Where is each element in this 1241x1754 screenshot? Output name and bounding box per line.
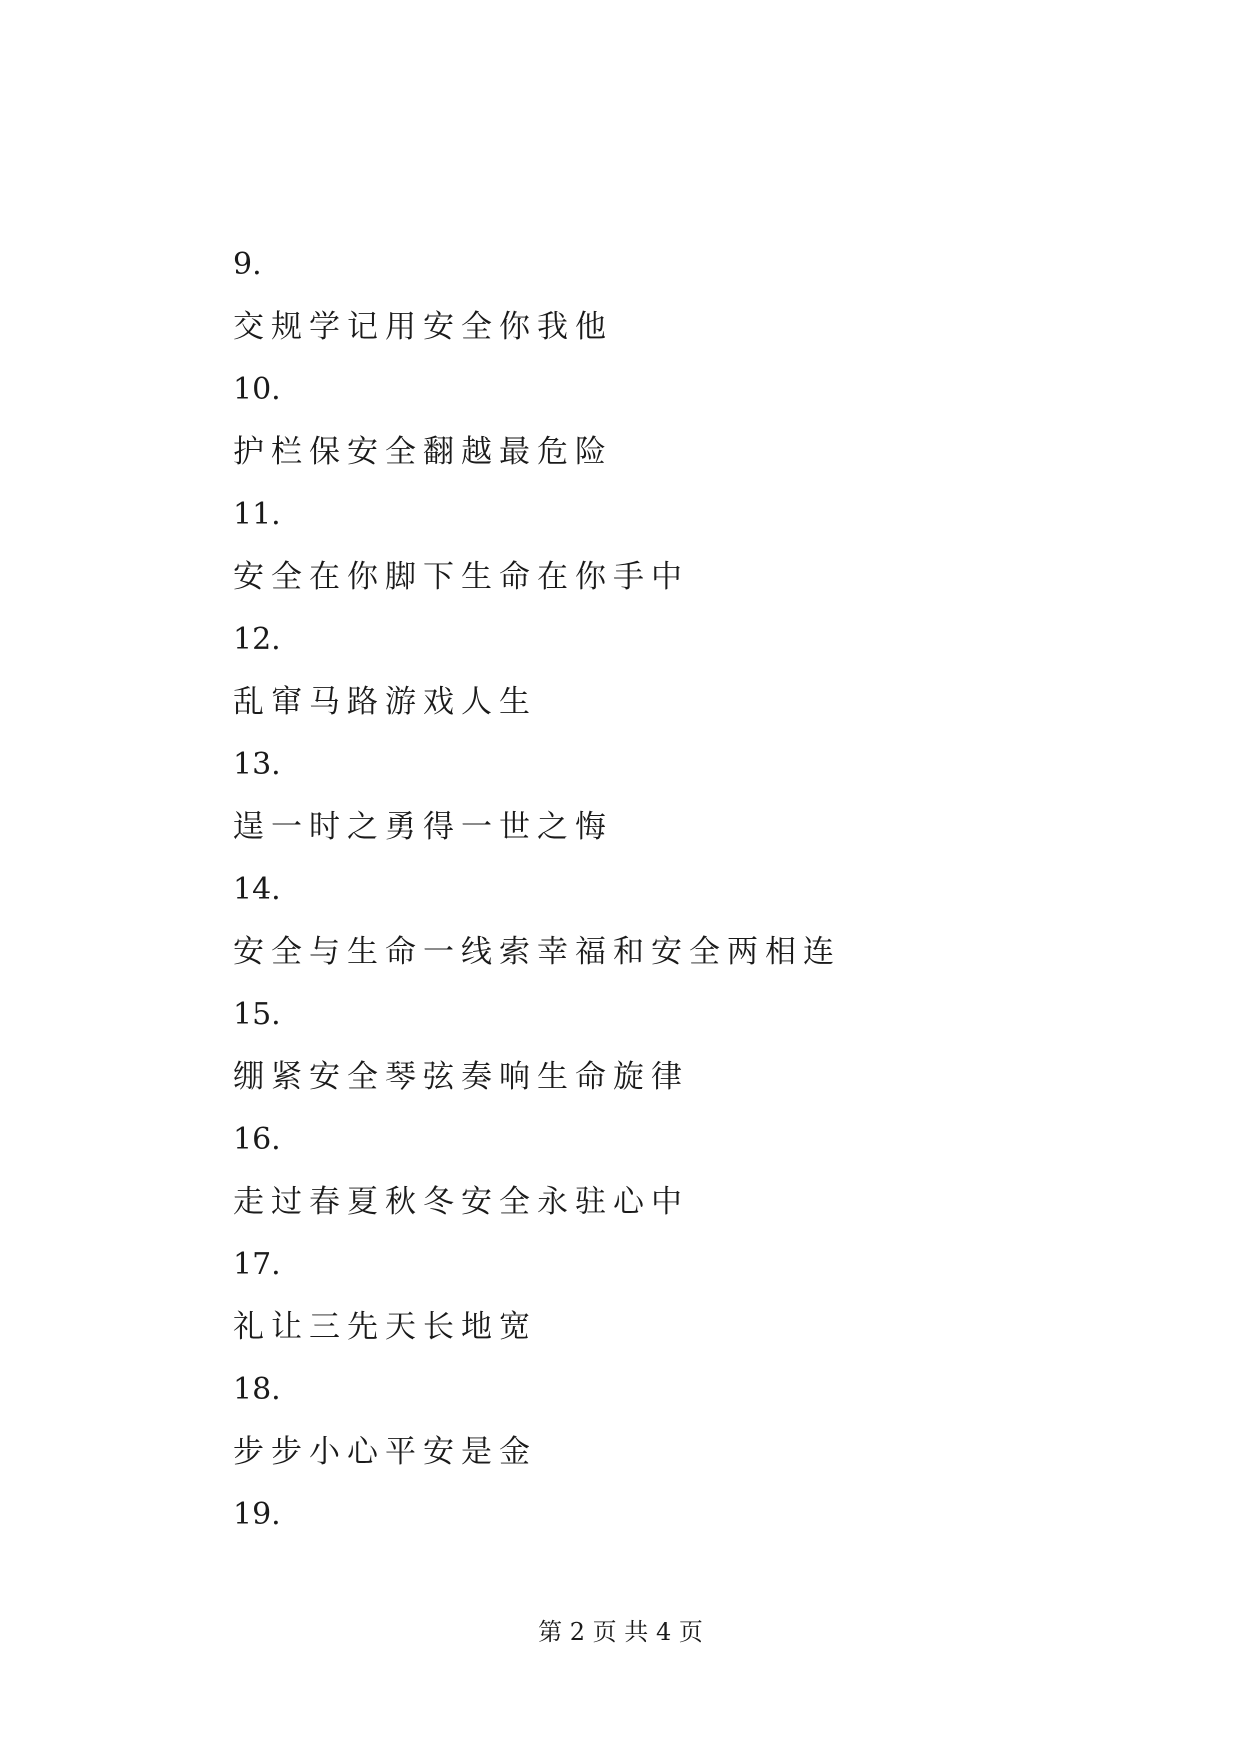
- document-body: [233, 234, 1133, 1546]
- item-number: 10.: [233, 372, 281, 407]
- list-item: [233, 734, 1133, 859]
- item-text: 安全在你脚下生命在你手中: [233, 559, 689, 595]
- list-item: [233, 859, 1133, 984]
- list-item: [233, 484, 1133, 609]
- item-text: 护栏保安全翻越最危险: [233, 434, 613, 470]
- item-text: 乱窜马路游戏人生: [233, 684, 537, 720]
- item-number: 16.: [233, 1122, 281, 1157]
- item-number: 15.: [233, 997, 281, 1032]
- item-text: 安全与生命一线索幸福和安全两相连: [233, 934, 841, 970]
- item-text: 走过春夏秋冬安全永驻心中: [233, 1184, 689, 1220]
- list-item: [233, 1109, 1133, 1234]
- item-number: 14.: [233, 872, 281, 907]
- item-text: 绷紧安全琴弦奏响生命旋律: [233, 1059, 689, 1095]
- item-number: 11.: [233, 497, 281, 532]
- item-text: 交规学记用安全你我他: [233, 309, 613, 345]
- item-number: 19.: [233, 1497, 281, 1532]
- list-item: [233, 1234, 1133, 1359]
- page-footer: 第 2 页 共 4 页: [538, 1618, 703, 1646]
- item-text: 礼让三先天长地宽: [233, 1309, 537, 1345]
- item-number: 9.: [233, 247, 262, 282]
- item-text: 逞一时之勇得一世之悔: [233, 809, 613, 845]
- item-number: 17.: [233, 1247, 281, 1282]
- list-item: [233, 1359, 1133, 1484]
- list-item: [233, 609, 1133, 734]
- item-number: 13.: [233, 747, 281, 782]
- list-item: [233, 359, 1133, 484]
- item-number: 18.: [233, 1372, 281, 1407]
- item-number: 12.: [233, 622, 281, 657]
- item-text: 步步小心平安是金: [233, 1434, 537, 1470]
- list-item: [233, 1484, 1133, 1546]
- list-item: [233, 984, 1133, 1109]
- list-item: [233, 234, 1133, 359]
